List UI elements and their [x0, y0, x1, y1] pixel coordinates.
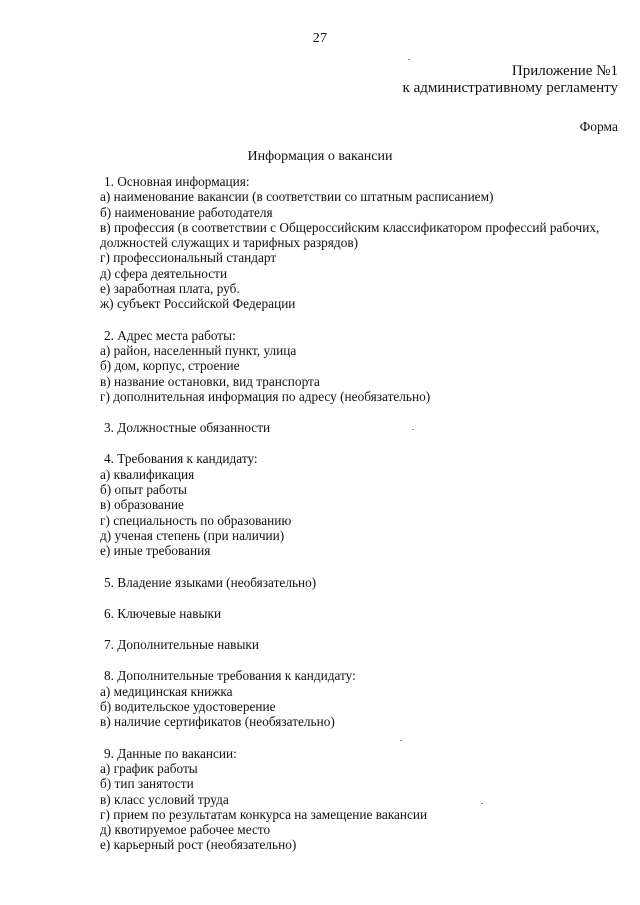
section-5 — [100, 575, 620, 590]
section-item: а) медицинская книжка — [100, 683, 233, 699]
form-label: Форма — [579, 119, 618, 134]
section-item: е) заработная плата, руб. — [100, 281, 240, 297]
section-item: г) прием по результатам конкурса на замещение вакансии — [100, 806, 428, 822]
section-item: в) класс условий труда — [100, 791, 229, 807]
section-heading: 8. Дополнительные требования к кандидату: — [104, 668, 356, 684]
section-heading: 4. Требования к кандидату: — [104, 451, 258, 467]
scan-speck — [408, 59, 410, 60]
section-item: а) график работы — [100, 760, 198, 776]
document-body — [100, 174, 620, 869]
page-number: 27 — [312, 31, 328, 46]
section-item: в) образование — [100, 497, 184, 513]
section-item: в) наличие сертификатов (необязательно) — [100, 714, 335, 730]
section-item: в) профессия (в соответствии с Общероссийским классификатором профессий рабочих, — [100, 219, 600, 235]
section-item: а) район, населенный пункт, улица — [100, 342, 297, 358]
section-heading: 9. Данные по вакансии: — [104, 745, 237, 761]
section-heading: 1. Основная информация: — [104, 174, 250, 189]
section-item: е) карьерный рост (необязательно) — [100, 837, 297, 853]
section-item: г) дополнительная информация по адресу (необязательно) — [100, 388, 431, 404]
section-2 — [100, 328, 620, 404]
section-item: в) название остановки, вид транспорта — [100, 373, 320, 389]
section-item: б) наименование работодателя — [100, 204, 273, 220]
section-7 — [100, 637, 620, 652]
section-item: г) специальность по образованию — [100, 512, 292, 528]
section-item: д) ученая степень (при наличии) — [100, 527, 285, 543]
section-heading: 6. Ключевые навыки — [104, 605, 222, 621]
section-heading: 5. Владение языками (необязательно) — [104, 574, 317, 590]
section-heading: 2. Адрес места работы: — [104, 327, 236, 343]
section-item: б) тип занятости — [100, 776, 194, 792]
appendix-header — [403, 63, 618, 97]
section-8 — [100, 668, 620, 729]
section-6 — [100, 606, 620, 621]
section-item: б) дом, корпус, строение — [100, 358, 240, 374]
section-item: б) опыт работы — [100, 482, 187, 498]
section-item: е) иные требования — [100, 543, 211, 559]
section-item: д) квотируемое рабочее место — [100, 822, 271, 838]
section-item: ж) субъект Российской Федерации — [100, 296, 296, 312]
scan-speck — [412, 429, 414, 430]
section-item: а) наименование вакансии (в соответствии со штатным расписанием) — [100, 189, 494, 205]
section-heading: 7. Дополнительные навыки — [104, 637, 259, 653]
appendix-line-2: к административному регламенту — [402, 80, 618, 96]
section-item: б) водительское удостоверение — [100, 699, 276, 715]
section-heading: 3. Должностные обязанности — [104, 420, 271, 436]
section-item: д) сфера деятельности — [100, 265, 228, 281]
section-9 — [100, 746, 620, 853]
section-item: а) квалификация — [100, 466, 195, 482]
section-item: г) профессиональный стандарт — [100, 250, 277, 266]
scan-speck — [481, 803, 483, 804]
appendix-line-1: Приложение №1 — [511, 63, 618, 79]
section-3 — [100, 420, 620, 435]
scan-speck — [400, 740, 402, 741]
section-1 — [100, 174, 620, 312]
document-title: Информация о вакансии — [247, 149, 393, 164]
section-item: должностей служащих и тарифных разрядов) — [100, 235, 359, 251]
section-4 — [100, 451, 620, 558]
